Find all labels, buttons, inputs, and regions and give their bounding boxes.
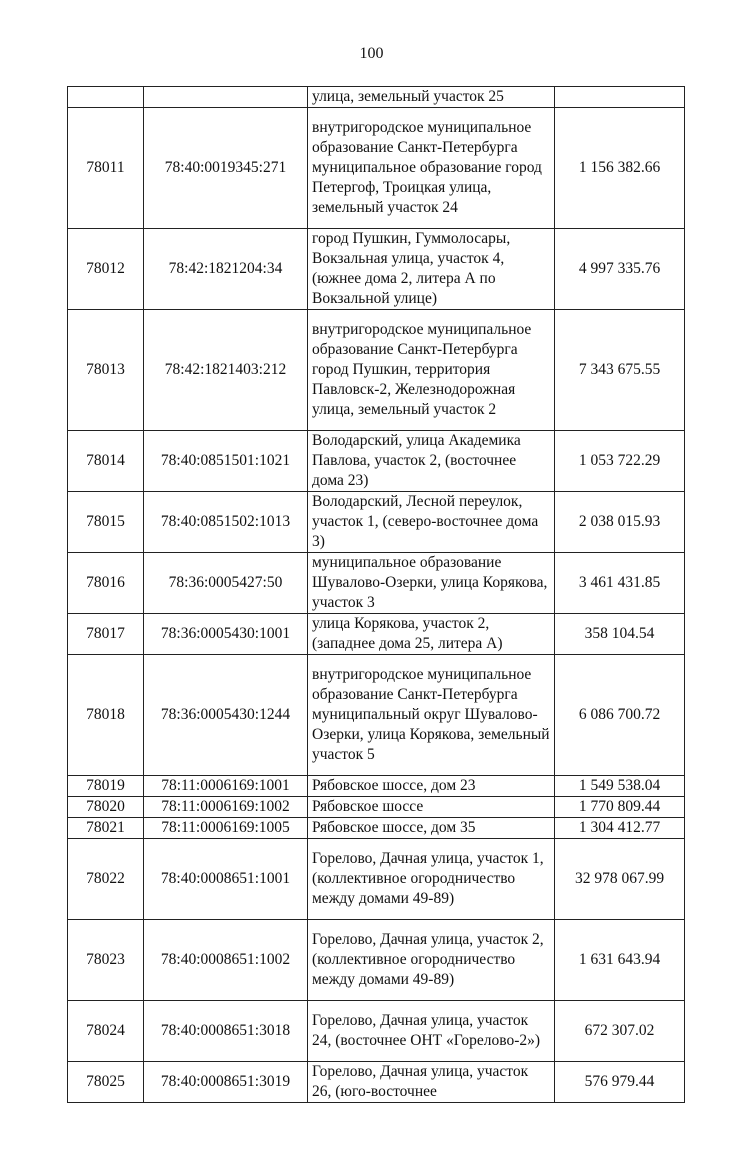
cadastral-value-cell: 3 461 431.85 — [555, 553, 685, 614]
address-cell: Горелово, Дачная улица, участок 26, (юго-восточнее — [308, 1062, 555, 1103]
cadastral-value-cell: 2 038 015.93 — [555, 492, 685, 553]
address-cell: Володарский, Лесной переулок, участок 1, (северо-восточнее дома 3) — [308, 492, 555, 553]
cadastral-value-cell: 1 631 643.94 — [555, 920, 685, 1001]
cadastral-number-cell: 78:11:0006169:1005 — [144, 818, 308, 839]
address-cell: улица Корякова, участок 2, (западнее дома 25, литера А) — [308, 614, 555, 655]
table-row — [68, 818, 685, 839]
page-number: 100 — [359, 45, 384, 62]
table-row — [68, 839, 685, 920]
row-number-cell: 78015 — [68, 492, 144, 553]
row-number-cell: 78018 — [68, 655, 144, 776]
table-row — [68, 1062, 685, 1103]
cadastral-number-cell: 78:40:0008651:1001 — [144, 839, 308, 920]
table-row — [68, 920, 685, 1001]
cadastral-value-cell: 672 307.02 — [555, 1001, 685, 1062]
table-row — [68, 553, 685, 614]
cadastral-number-cell: 78:40:0008651:1002 — [144, 920, 308, 1001]
table-row — [68, 614, 685, 655]
address-cell: внутригородское муниципальное образование Санкт-Петербурга муниципальный округ Шувалово-Озерки, улица Корякова, земельный участок 5 — [308, 655, 555, 776]
address-cell: Горелово, Дачная улица, участок 1, (коллективное огородничество между домами 49-89) — [308, 839, 555, 920]
address-cell: Рябовское шоссе, дом 35 — [308, 818, 555, 839]
table-row — [68, 87, 685, 108]
address-cell: Горелово, Дачная улица, участок 2, (коллективное огородничество между домами 49-89) — [308, 920, 555, 1001]
table-row — [68, 108, 685, 229]
cadastral-number-cell — [144, 87, 308, 108]
table-row — [68, 776, 685, 797]
cadastral-number-cell: 78:40:0008651:3018 — [144, 1001, 308, 1062]
cadastral-value-cell: 7 343 675.55 — [555, 310, 685, 431]
table-row — [68, 655, 685, 776]
cadastral-number-cell: 78:40:0851502:1013 — [144, 492, 308, 553]
cadastral-value-cell: 4 997 335.76 — [555, 229, 685, 310]
cadastral-value-cell: 576 979.44 — [555, 1062, 685, 1103]
cadastral-value-cell: 358 104.54 — [555, 614, 685, 655]
land-plot-table — [67, 86, 685, 1103]
row-number-cell: 78021 — [68, 818, 144, 839]
cadastral-number-cell: 78:40:0008651:3019 — [144, 1062, 308, 1103]
address-cell: Рябовское шоссе — [308, 797, 555, 818]
row-number-cell: 78024 — [68, 1001, 144, 1062]
address-cell: Володарский, улица Академика Павлова, участок 2, (восточнее дома 23) — [308, 431, 555, 492]
address-cell: муниципальное образование Шувалово-Озерки, улица Корякова, участок 3 — [308, 553, 555, 614]
row-number-cell: 78016 — [68, 553, 144, 614]
table-row — [68, 797, 685, 818]
row-number-cell: 78014 — [68, 431, 144, 492]
row-number-cell: 78019 — [68, 776, 144, 797]
cadastral-number-cell: 78:11:0006169:1002 — [144, 797, 308, 818]
address-cell: внутригородское муниципальное образование Санкт-Петербурга муниципальное образование город Петергоф, Троицкая улица, земельный участок 24 — [308, 108, 555, 229]
table-row — [68, 229, 685, 310]
cadastral-number-cell: 78:40:0851501:1021 — [144, 431, 308, 492]
cadastral-value-cell: 1 053 722.29 — [555, 431, 685, 492]
row-number-cell: 78025 — [68, 1062, 144, 1103]
row-number-cell: 78023 — [68, 920, 144, 1001]
cadastral-number-cell: 78:36:0005427:50 — [144, 553, 308, 614]
row-number-cell: 78011 — [68, 108, 144, 229]
table-row — [68, 310, 685, 431]
row-number-cell: 78013 — [68, 310, 144, 431]
row-number-cell: 78022 — [68, 839, 144, 920]
cadastral-value-cell: 1 549 538.04 — [555, 776, 685, 797]
cadastral-number-cell: 78:36:0005430:1001 — [144, 614, 308, 655]
row-number-cell: 78020 — [68, 797, 144, 818]
cadastral-value-cell: 1 156 382.66 — [555, 108, 685, 229]
cadastral-number-cell: 78:40:0019345:271 — [144, 108, 308, 229]
address-cell: город Пушкин, Гуммолосары, Вокзальная улица, участок 4, (южнее дома 2, литера А по Вокзальной улице) — [308, 229, 555, 310]
cadastral-value-cell: 1 304 412.77 — [555, 818, 685, 839]
row-number-cell: 78017 — [68, 614, 144, 655]
cadastral-number-cell: 78:42:1821204:34 — [144, 229, 308, 310]
address-cell: внутригородское муниципальное образование Санкт-Петербурга город Пушкин, территория Павловск-2, Железнодорожная улица, земельный участок 2 — [308, 310, 555, 431]
row-number-cell: 78012 — [68, 229, 144, 310]
cadastral-value-cell: 32 978 067.99 — [555, 839, 685, 920]
address-cell: Горелово, Дачная улица, участок 24, (восточнее ОНТ «Горелово-2») — [308, 1001, 555, 1062]
cadastral-number-cell: 78:36:0005430:1244 — [144, 655, 308, 776]
cadastral-number-cell: 78:11:0006169:1001 — [144, 776, 308, 797]
table-row — [68, 492, 685, 553]
cadastral-value-cell: 6 086 700.72 — [555, 655, 685, 776]
cadastral-value-cell: 1 770 809.44 — [555, 797, 685, 818]
table-row — [68, 431, 685, 492]
address-cell: улица, земельный участок 25 — [308, 87, 555, 108]
cadastral-number-cell: 78:42:1821403:212 — [144, 310, 308, 431]
cadastral-value-cell — [555, 87, 685, 108]
row-number-cell — [68, 87, 144, 108]
table-row — [68, 1001, 685, 1062]
address-cell: Рябовское шоссе, дом 23 — [308, 776, 555, 797]
